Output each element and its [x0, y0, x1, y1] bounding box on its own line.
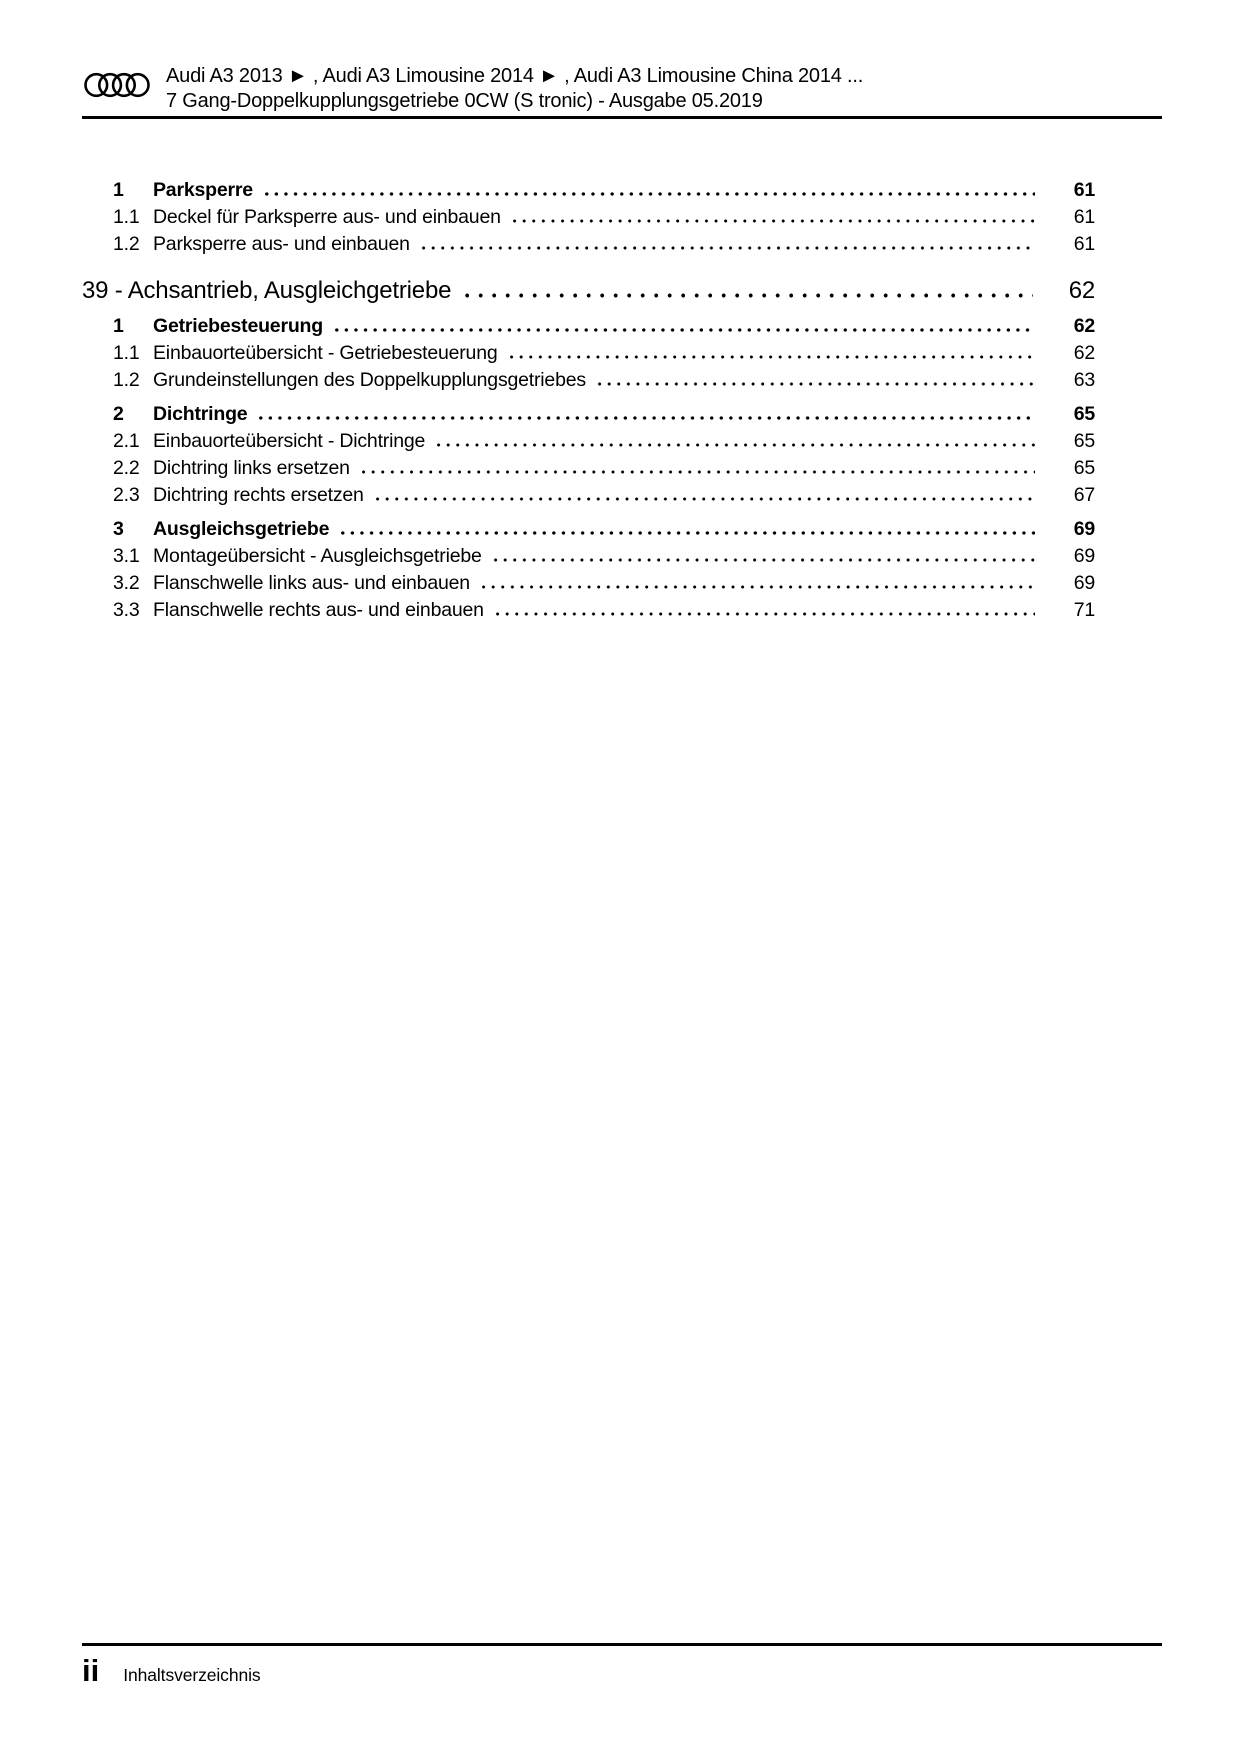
toc-entry-number: 1: [113, 179, 124, 201]
toc-entry-title: Ausgleichsgetriebe: [153, 518, 330, 540]
toc-entry-row: [82, 482, 1095, 509]
toc-entry-page: 61: [1073, 206, 1095, 228]
toc-entry-title: Flanschwelle links aus- und einbauen: [153, 572, 470, 594]
toc-entry-page: 63: [1073, 369, 1095, 391]
toc-entry-title: Dichtring rechts ersetzen: [153, 484, 364, 506]
toc-entry-row: [82, 455, 1095, 482]
toc-entry-title: Getriebesteuerung: [153, 315, 323, 337]
toc-entry-page: 62: [1068, 277, 1095, 304]
page-footer: [82, 1643, 1162, 1686]
toc-entry-title: Grundeinstellungen des Doppelkupplungsgetriebes: [153, 369, 586, 391]
header-model-line: Audi A3 2013 ► , Audi A3 Limousine 2014 ► , Audi A3 Limousine China 2014 ...: [166, 65, 864, 87]
dot-leader: [259, 416, 1035, 420]
toc-entry-number: 1.2: [113, 233, 140, 255]
dot-leader: [465, 293, 1033, 298]
toc-entry-number: 1.1: [113, 206, 140, 228]
toc-entry-page: 61: [1073, 179, 1095, 201]
toc-entry-page: 61: [1073, 233, 1095, 255]
header-subtitle-line: 7 Gang-Doppelkupplungsgetriebe 0CW (S tronic) - Ausgabe 05.2019: [166, 90, 763, 112]
toc-entry-title: Einbauorteübersicht - Getriebesteuerung: [153, 342, 498, 364]
toc-entry-page: 69: [1073, 518, 1095, 540]
dot-leader: [335, 328, 1035, 332]
toc-chapter-row: [82, 275, 1095, 306]
toc-entry-row: [82, 570, 1095, 597]
toc-entry-row: [82, 177, 1095, 204]
toc-entry-number: 1.1: [113, 342, 140, 364]
toc-entry-number: 2.3: [113, 484, 140, 506]
toc-entry-number: 1: [113, 315, 124, 337]
dot-leader: [341, 531, 1035, 535]
toc-entry-number: 1.2: [113, 369, 140, 391]
dot-leader: [598, 382, 1035, 386]
toc-entry-number: 2.2: [113, 457, 140, 479]
toc-entry-page: 67: [1073, 484, 1095, 506]
toc-entry-page: 62: [1073, 315, 1095, 337]
toc-entry-page: 69: [1073, 545, 1095, 567]
dot-leader: [513, 219, 1035, 223]
page-header: [84, 64, 863, 114]
toc-entry-number: 3.2: [113, 572, 140, 594]
header-rule: [82, 116, 1162, 119]
toc-entry-row: [82, 543, 1095, 570]
header-text-block: [166, 64, 863, 114]
toc-entry-title: Parksperre: [153, 179, 253, 201]
dot-leader: [496, 612, 1035, 616]
dot-leader: [376, 497, 1035, 501]
footer-label: Inhaltsverzeichnis: [123, 1665, 261, 1685]
toc-entry-row: [82, 597, 1095, 624]
toc-entry-title: Einbauorteübersicht - Dichtringe: [153, 430, 426, 452]
toc-entry-title: Dichtring links ersetzen: [153, 457, 350, 479]
toc-entry-number: 3: [113, 518, 124, 540]
dot-leader: [265, 192, 1035, 196]
toc-entry-row: [82, 516, 1095, 543]
dot-leader: [494, 558, 1035, 562]
toc-entry-number: 3.1: [113, 545, 140, 567]
toc-entry-row: [82, 231, 1095, 258]
toc-entry-page: 69: [1073, 572, 1095, 594]
toc-entry-title: Montageübersicht - Ausgleichsgetriebe: [153, 545, 482, 567]
toc-entry-title: Flanschwelle rechts aus- und einbauen: [153, 599, 484, 621]
toc-entry-page: 65: [1073, 403, 1095, 425]
dot-leader: [510, 355, 1036, 359]
toc-entry-number: 3.3: [113, 599, 140, 621]
toc-entry-row: [82, 401, 1095, 428]
toc-entry-row: [82, 428, 1095, 455]
dot-leader: [362, 470, 1035, 474]
toc-entry-title: Dichtringe: [153, 403, 248, 425]
toc-list: [82, 170, 1095, 624]
toc-entry-number: 2: [113, 403, 124, 425]
toc-entry-number: 2.1: [113, 430, 140, 452]
toc-entry-title: Deckel für Parksperre aus- und einbauen: [153, 206, 501, 228]
page-number-roman: ii: [82, 1653, 100, 1688]
toc-entry-row: [82, 340, 1095, 367]
audi-rings-icon: [84, 72, 150, 98]
toc-entry-page: 65: [1073, 457, 1095, 479]
toc-entry-row: [82, 367, 1095, 394]
toc-entry-row: [82, 313, 1095, 340]
toc-entry-page: 65: [1073, 430, 1095, 452]
dot-leader: [437, 443, 1035, 447]
toc-entry-title: Parksperre aus- und einbauen: [153, 233, 410, 255]
dot-leader: [482, 585, 1035, 589]
toc-entry-page: 62: [1073, 342, 1095, 364]
toc-entry-row: [82, 204, 1095, 231]
dot-leader: [422, 246, 1035, 250]
toc-entry-title: 39 - Achsantrieb, Ausgleichgetriebe: [82, 277, 452, 304]
toc-entry-page: 71: [1073, 599, 1095, 621]
